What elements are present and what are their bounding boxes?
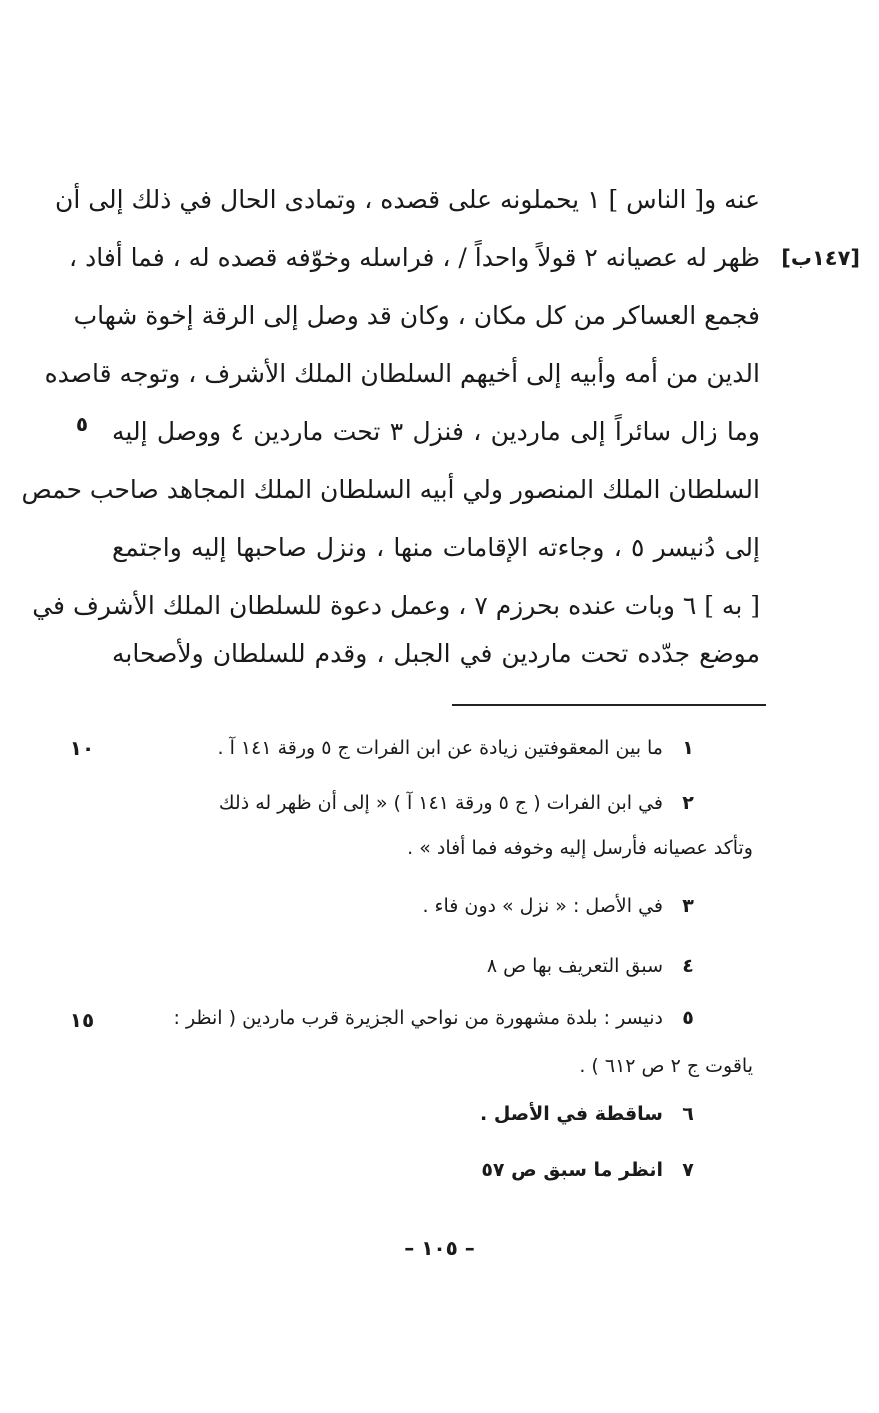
footnote-number: ٤ [682, 955, 694, 977]
footnote-number: ٢ [682, 792, 694, 814]
footnote-2-continuation: وتأكد عصيانه فأرسل إليه وخوفه فما أفاد » . [407, 837, 753, 859]
footnote-1 [218, 730, 699, 766]
footnote-3 [422, 888, 699, 924]
footnote-number: ٥ [682, 1007, 694, 1029]
footnote-5 [174, 1000, 700, 1036]
body-line-8: [ به ] ٦ وبات عنده بحرزم ٧ ، وعمل دعوة للسلطان الملك الأشرف في [32, 591, 760, 620]
footnote-6 [480, 1096, 699, 1132]
footnote-separator [452, 704, 766, 706]
body-line-2: ظهر له عصيانه ٢ قولاً واحداً / ، فراسله وخوّفه قصده له ، فما أفاد ، [69, 243, 760, 272]
footnote-2 [219, 785, 699, 821]
body-line-6: السلطان الملك المنصور ولي أبيه السلطان الملك المجاهد صاحب حمص [21, 475, 760, 504]
body-line-4: الدين من أمه وأبيه إلى أخيهم السلطان الملك الأشرف ، وتوجه قاصده [44, 359, 760, 388]
footnote-4 [487, 948, 699, 984]
footnote-text: ساقطة في الأصل . [480, 1103, 663, 1125]
line-number-15: ١٥ [69, 1008, 95, 1032]
body-line-9: موضع جدّده تحت ماردين في الجبل ، وقدم للسلطان ولأصحابه [112, 639, 760, 668]
body-line-7: إلى دُنيسر ٥ ، وجاءته الإقامات منها ، ونزل صاحبها إليه واجتمع [112, 533, 760, 562]
body-line-5: وما زال سائراً إلى ماردين ، فنزل ٣ تحت ماردين ٤ ووصل إليه [112, 417, 760, 446]
body-line-1: عنه و[ الناس ] ١ يحملونه على قصده ، وتمادى الحال في ذلك إلى أن [54, 185, 760, 214]
footnote-text: في الأصل : « نزل » دون فاء . [422, 895, 663, 917]
footnote-number: ٦ [682, 1103, 694, 1125]
body-line-3: فجمع العساكر من كل مكان ، وكان قد وصل إلى الرقة إخوة شهاب [73, 301, 760, 330]
footnote-text: ما بين المعقوفتين زيادة عن ابن الفرات ج ٥ ورقة ١٤١ آ . [217, 737, 663, 759]
footnote-text: سبق التعريف بها ص ٨ [486, 955, 663, 977]
footnote-text: دنيسر : بلدة مشهورة من نواحي الجزيرة قرب ماردين ( انظر : [173, 1007, 663, 1029]
footnote-number: ٧ [682, 1159, 694, 1181]
footnote-number: ٣ [682, 895, 694, 917]
folio-marker: [١٤٧ب] [781, 246, 860, 270]
line-number-5: ٥ [75, 412, 89, 436]
footnote-5-continuation: ياقوت ج ٢ ص ٦١٢ ) . [579, 1055, 753, 1077]
footnote-number: ١ [682, 737, 694, 759]
footnote-7 [481, 1152, 699, 1188]
footnote-text: انظر ما سبق ص ٥٧ [481, 1159, 663, 1181]
line-number-10: ١٠ [69, 736, 95, 760]
footnote-text: في ابن الفرات ( ج ٥ ورقة ١٤١ آ ) « إلى أن ظهر له ذلك [218, 792, 663, 814]
page-number: – ١٠٥ – [404, 1236, 475, 1260]
